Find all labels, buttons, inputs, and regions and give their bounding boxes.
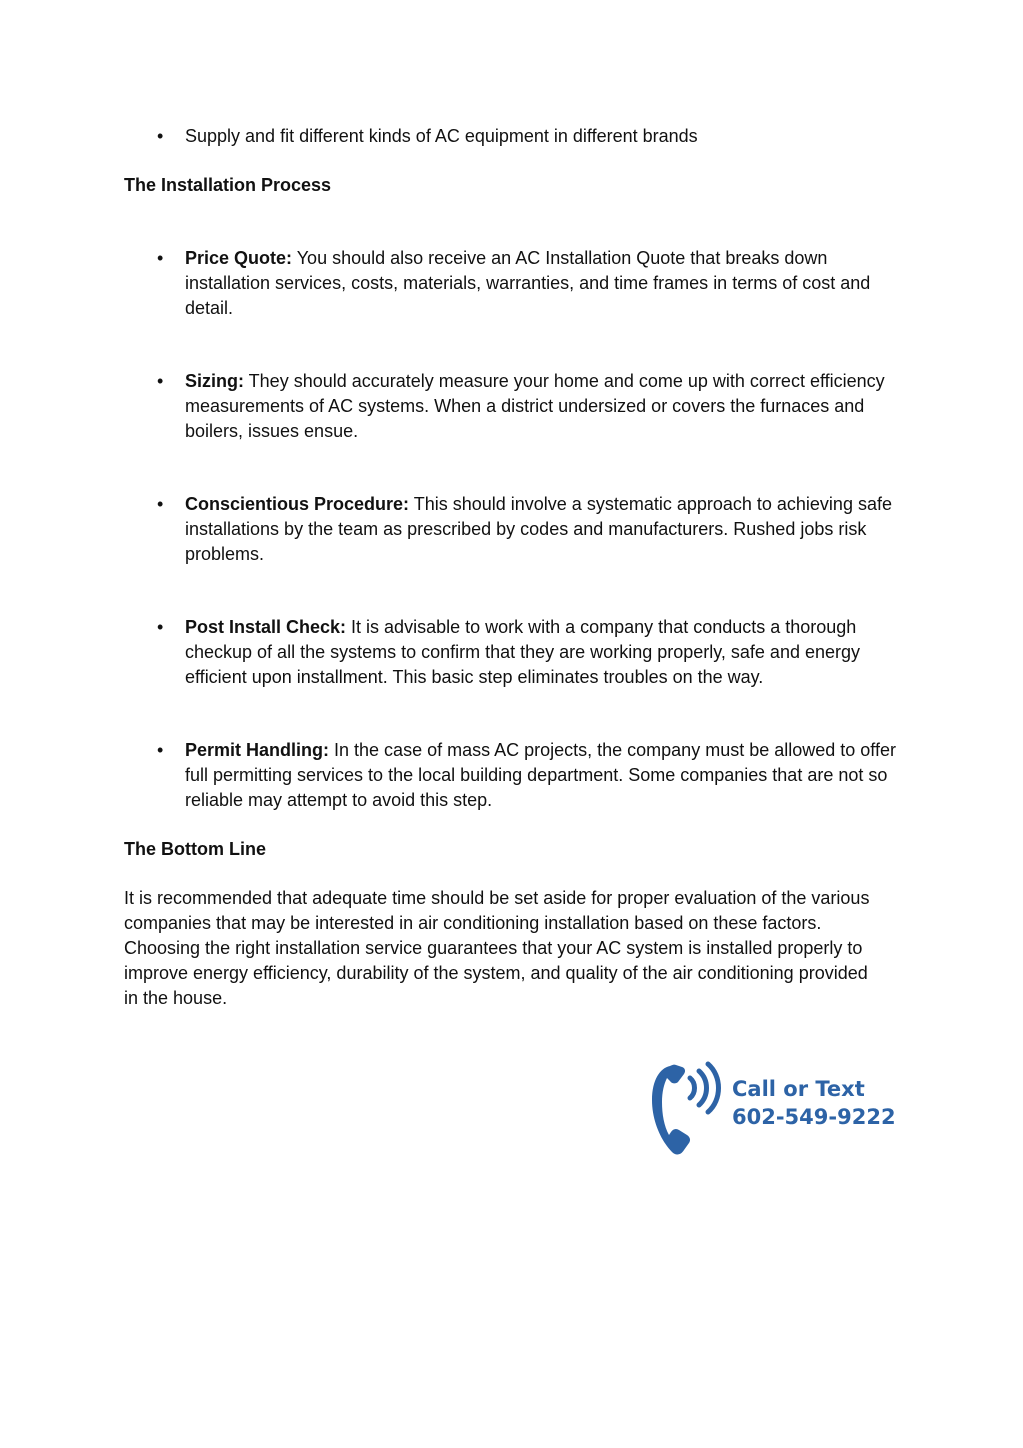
list-item-conscientious-procedure — [157, 492, 900, 567]
bottom-line-paragraph: It is recommended that adequate time should be set aside for proper evaluation of the various companies that may be interested in air conditioning installation based on these factors. Choosing the right installation service guarantees that your AC system is installed properly to improve energy efficiency, durability of the system, and quality of the air conditioning provided in the house. — [124, 888, 870, 1008]
list-item-post-install-check — [157, 615, 900, 690]
list-item-label: Permit Handling: — [185, 740, 330, 760]
bullet-icon: • — [157, 494, 164, 514]
bullet-icon: • — [157, 617, 164, 637]
bullet-icon: • — [157, 126, 164, 146]
list-item-text: This should involve a systematic approach to achieving safe installations by the team as prescribed by codes and manufacturers. Rushed jobs risk problems. — [185, 494, 892, 564]
list-item-text: They should accurately measure your home and come up with correct efficiency measurements of AC systems. When a district undersized or covers the furnaces and boilers, issues ensue. — [185, 371, 885, 441]
list-item-label: Post Install Check: — [185, 617, 347, 637]
call-or-text-banner[interactable] — [648, 1056, 896, 1156]
list-item-text: Supply and fit different kinds of AC equipment in different brands — [185, 126, 698, 146]
list-item-text: You should also receive an AC Installation Quote that breaks down installation services, costs, materials, warranties, and time frames in terms of cost and detail. — [185, 248, 871, 318]
list-item-label: Sizing: — [185, 371, 244, 391]
phone-icon — [648, 1056, 728, 1156]
list-item-sizing — [157, 369, 900, 444]
list-item-label: Price Quote: — [185, 248, 293, 268]
cta-line-call-or-text: Call or Text — [732, 1077, 865, 1101]
bullet-icon: • — [157, 248, 164, 268]
list-item — [157, 124, 900, 149]
list-item-permit-handling — [157, 738, 900, 813]
list-item-text: It is advisable to work with a company that conducts a thorough checkup of all the systems to confirm that they are working properly, safe and energy efficient upon installment. This basic step eliminates troubles on the way. — [185, 617, 860, 687]
bullet-icon: • — [157, 371, 164, 391]
bullet-icon: • — [157, 740, 164, 760]
list-item-label: Conscientious Procedure: — [185, 494, 410, 514]
list-item-price-quote — [157, 246, 900, 321]
cta-phone-number[interactable]: 602-549-9222 — [732, 1105, 896, 1129]
section-heading-bottom-line: The Bottom Line — [124, 839, 266, 859]
section-heading-installation: The Installation Process — [124, 175, 332, 195]
list-item-text: In the case of mass AC projects, the company must be allowed to offer full permitting services to the local building department. Some companies that are not so reliable may attempt to avoid this step. — [185, 740, 896, 810]
